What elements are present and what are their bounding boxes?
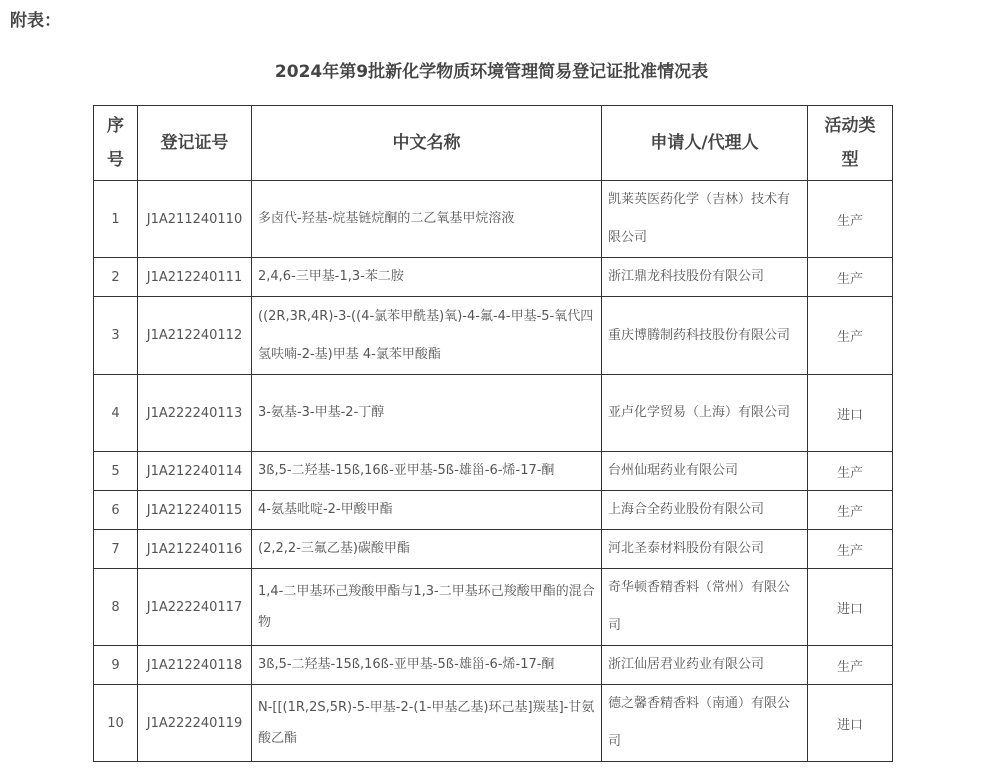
approval-table bbox=[93, 105, 893, 762]
applicant-name: 河北圣泰材料股份有限公司 bbox=[602, 530, 808, 569]
applicant-name: 亚卢化学贸易（上海）有限公司 bbox=[602, 375, 808, 452]
chemical-name: 3ß,5-二羟基-15ß,16ß-亚甲基-5ß-雄甾-6-烯-17-酮 bbox=[252, 452, 602, 491]
certificate-number: J1A222240119 bbox=[138, 685, 252, 762]
row-number: 9 bbox=[94, 646, 138, 685]
chemical-name: 3ß,5-二羟基-15ß,16ß-亚甲基-5ß-雄甾-6-烯-17-酮 bbox=[252, 646, 602, 685]
table-row bbox=[94, 297, 893, 375]
row-number: 4 bbox=[94, 375, 138, 452]
certificate-number: J1A212240112 bbox=[138, 297, 252, 375]
applicant-name: 上海合全药业股份有限公司 bbox=[602, 491, 808, 530]
row-number: 3 bbox=[94, 297, 138, 375]
activity-type: 生产 bbox=[808, 181, 893, 258]
header-no: 序号 bbox=[94, 106, 138, 181]
table-row bbox=[94, 375, 893, 452]
chemical-name: 1,4-二甲基环己羧酸甲酯与1,3-二甲基环己羧酸甲酯的混合物 bbox=[252, 569, 602, 646]
table-row bbox=[94, 569, 893, 646]
appendix-label: 附表： bbox=[10, 11, 61, 31]
table-row bbox=[94, 646, 893, 685]
certificate-number: J1A212240118 bbox=[138, 646, 252, 685]
row-number: 7 bbox=[94, 530, 138, 569]
table-header-row bbox=[94, 106, 893, 181]
page-title: 2024年第9批新化学物质环境管理简易登记证批准情况表 bbox=[274, 62, 709, 82]
certificate-number: J1A212240116 bbox=[138, 530, 252, 569]
applicant-name: 台州仙琚药业有限公司 bbox=[602, 452, 808, 491]
row-number: 2 bbox=[94, 258, 138, 297]
certificate-number: J1A212240115 bbox=[138, 491, 252, 530]
row-number: 5 bbox=[94, 452, 138, 491]
activity-type: 进口 bbox=[808, 375, 893, 452]
row-number: 10 bbox=[94, 685, 138, 762]
table-row bbox=[94, 181, 893, 258]
table-row bbox=[94, 491, 893, 530]
activity-type: 生产 bbox=[808, 452, 893, 491]
certificate-number: J1A222240117 bbox=[138, 569, 252, 646]
activity-type: 进口 bbox=[808, 569, 893, 646]
header-cert: 登记证号 bbox=[138, 106, 252, 181]
row-number: 1 bbox=[94, 181, 138, 258]
chemical-name: 4-氨基吡啶-2-甲酸甲酯 bbox=[252, 491, 602, 530]
activity-type: 生产 bbox=[808, 646, 893, 685]
table-row bbox=[94, 258, 893, 297]
activity-type: 生产 bbox=[808, 297, 893, 375]
chemical-name: 3-氨基-3-甲基-2-丁醇 bbox=[252, 375, 602, 452]
row-number: 8 bbox=[94, 569, 138, 646]
applicant-name: 浙江仙居君业药业有限公司 bbox=[602, 646, 808, 685]
table-row bbox=[94, 685, 893, 762]
applicant-name: 凯莱英医药化学（吉林）技术有限公司 bbox=[602, 181, 808, 258]
applicant-name: 重庆博腾制药科技股份有限公司 bbox=[602, 297, 808, 375]
chemical-name: ((2R,3R,4R)-3-((4-氯苯甲酰基)氧)-4-氟-4-甲基-5-氧代四氢呋喃-2-基)甲基 4-氯苯甲酸酯 bbox=[252, 297, 602, 375]
applicant-name: 浙江鼎龙科技股份有限公司 bbox=[602, 258, 808, 297]
table-row bbox=[94, 530, 893, 569]
activity-type: 生产 bbox=[808, 530, 893, 569]
header-name: 中文名称 bbox=[252, 106, 602, 181]
applicant-name: 德之馨香精香料（南通）有限公司 bbox=[602, 685, 808, 762]
table-row bbox=[94, 452, 893, 491]
row-number: 6 bbox=[94, 491, 138, 530]
chemical-name: (2,2,2-三氟乙基)碳酸甲酯 bbox=[252, 530, 602, 569]
header-type: 活动类型 bbox=[808, 106, 893, 181]
header-applicant: 申请人/代理人 bbox=[602, 106, 808, 181]
chemical-name: 2,4,6-三甲基-1,3-苯二胺 bbox=[252, 258, 602, 297]
certificate-number: J1A212240111 bbox=[138, 258, 252, 297]
certificate-number: J1A211240110 bbox=[138, 181, 252, 258]
activity-type: 生产 bbox=[808, 491, 893, 530]
chemical-name: N-[[(1R,2S,5R)-5-甲基-2-(1-甲基乙基)环己基]羰基]-甘氨酸乙酯 bbox=[252, 685, 602, 762]
applicant-name: 奇华顿香精香料（常州）有限公司 bbox=[602, 569, 808, 646]
activity-type: 生产 bbox=[808, 258, 893, 297]
chemical-name: 多卤代-羟基-烷基链烷酮的二乙氧基甲烷溶液 bbox=[252, 181, 602, 258]
certificate-number: J1A222240113 bbox=[138, 375, 252, 452]
activity-type: 进口 bbox=[808, 685, 893, 762]
certificate-number: J1A212240114 bbox=[138, 452, 252, 491]
